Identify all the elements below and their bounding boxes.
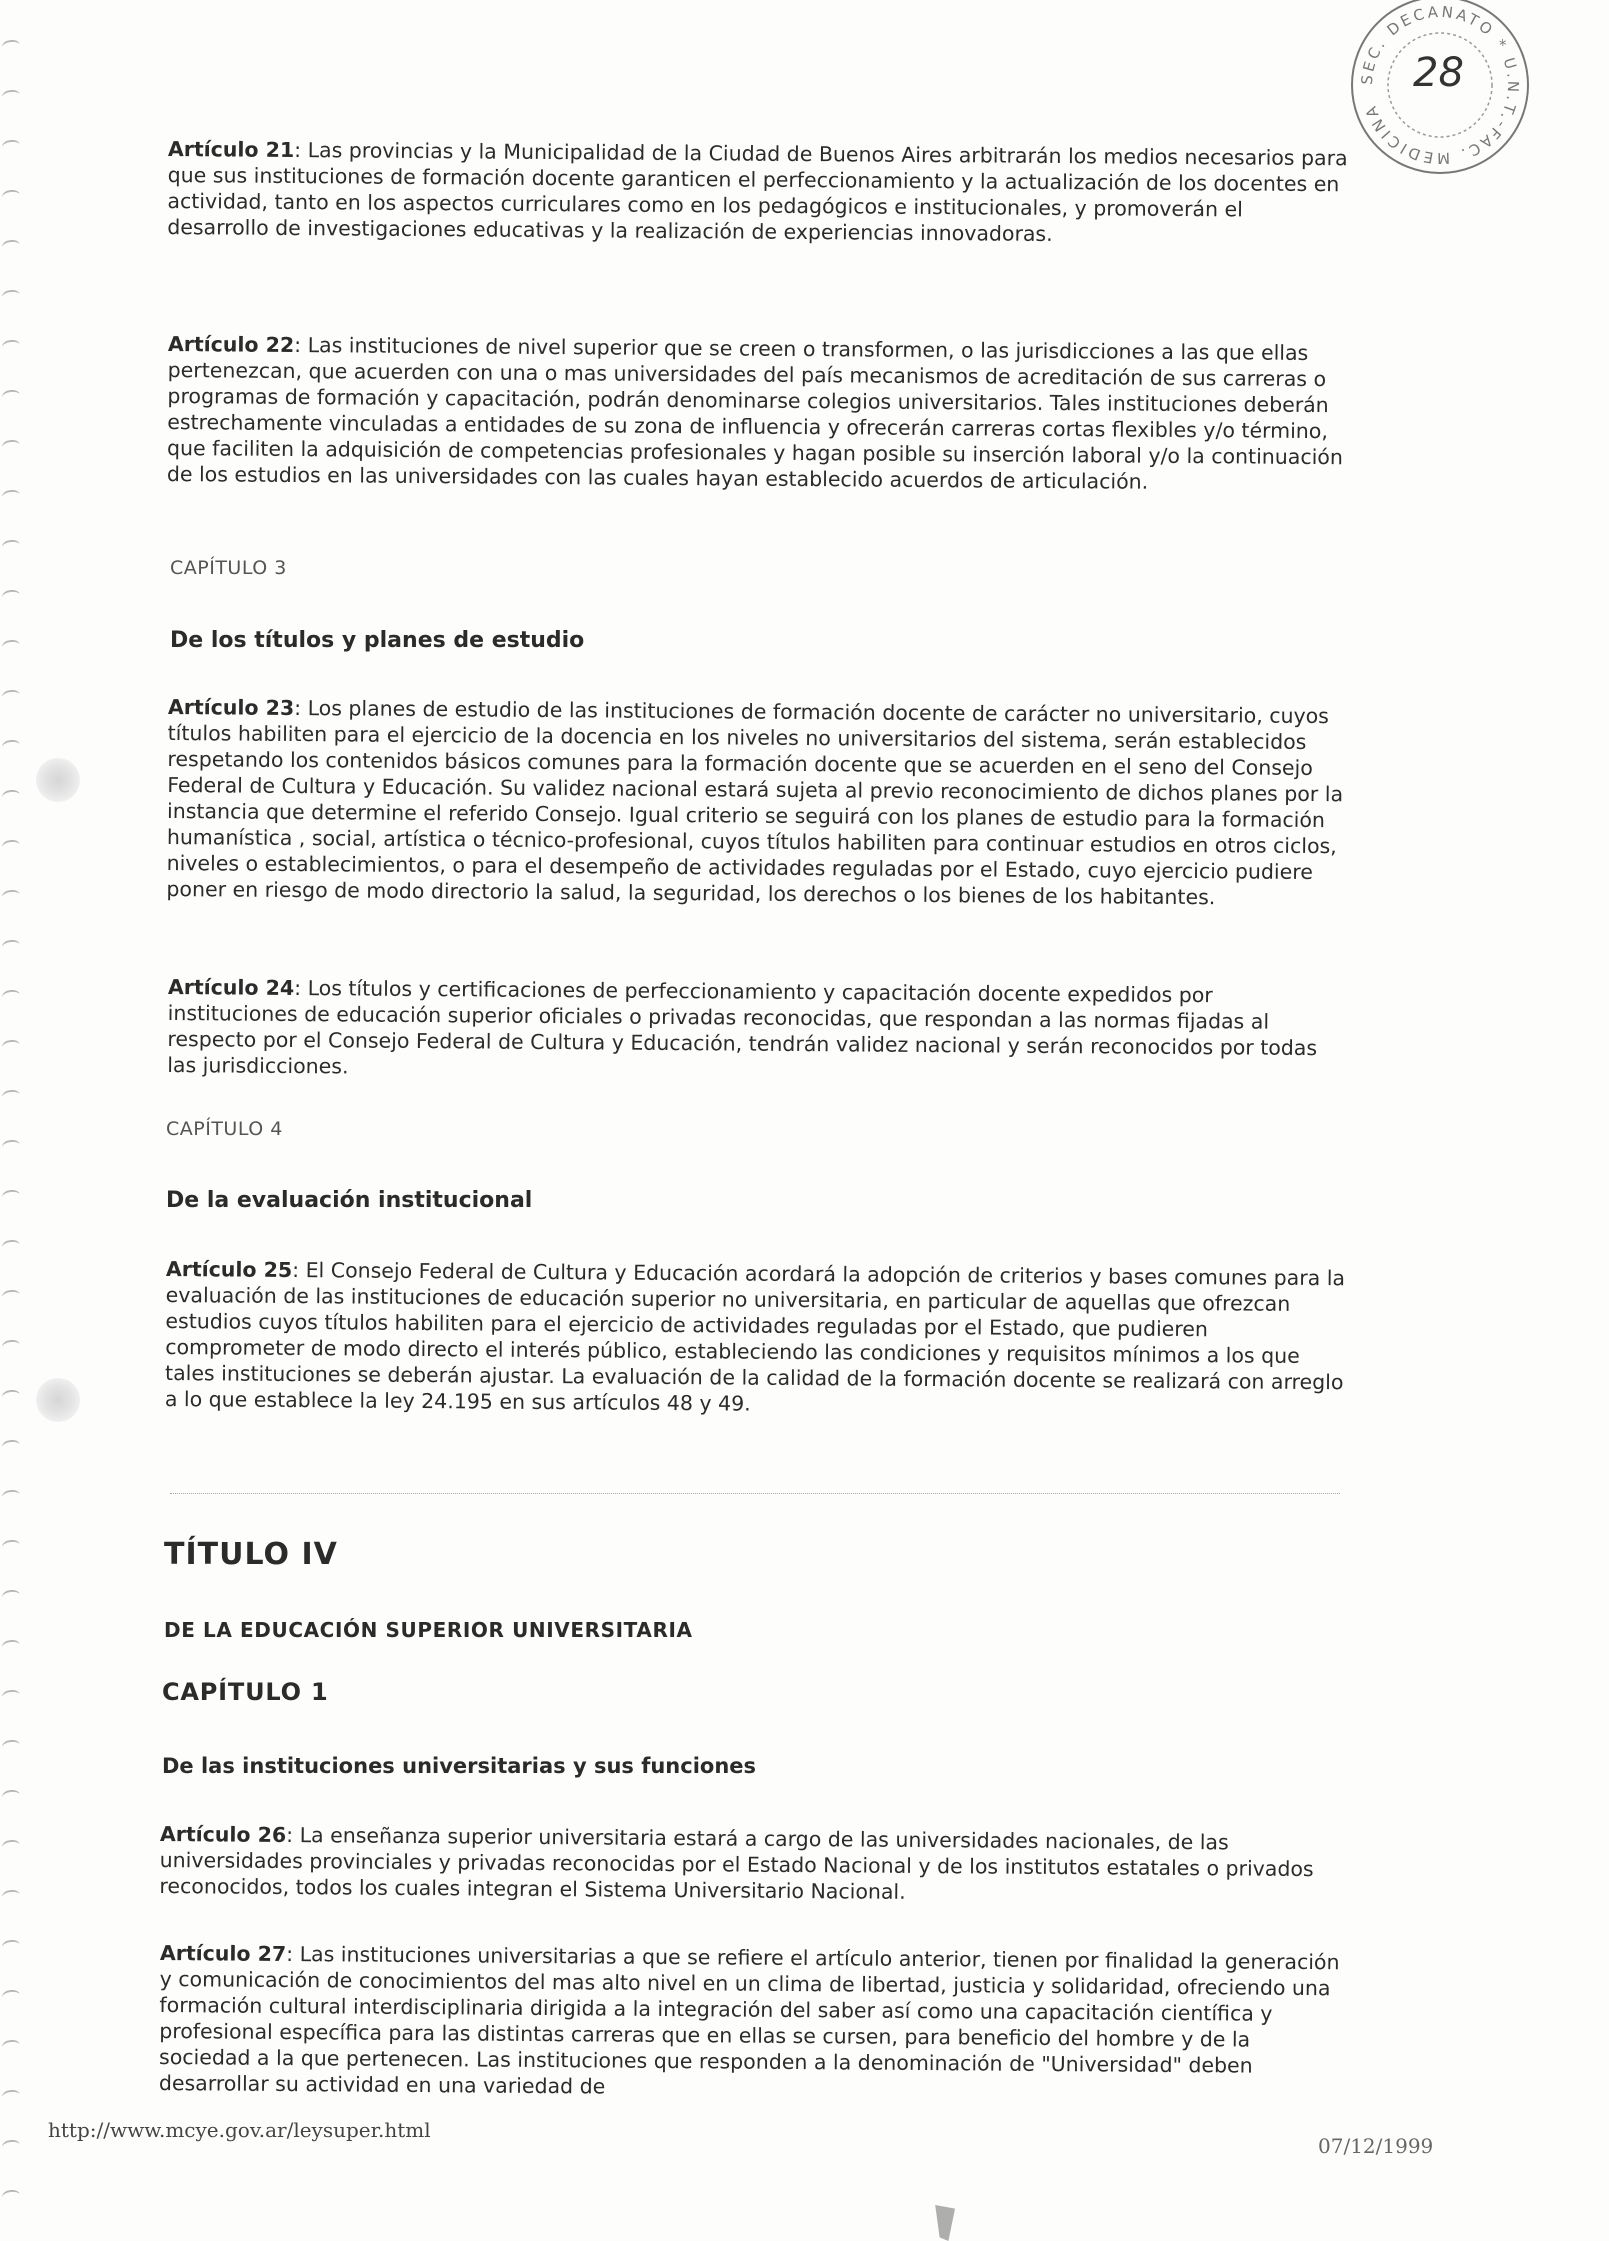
- chapter-1-label: CAPÍTULO 1: [162, 1678, 329, 1706]
- binder-edge-mark: [1, 2139, 20, 2153]
- article-label: Artículo 21: [167, 136, 295, 162]
- article-text: : Las provincias y la Municipalidad de la Ciudad de Buenos Aires arbitrarán los medios necesarios para que sus instituciones de formación docente garanticen el perfeccionamiento y la actualización de los docentes en actividad, tanto en los aspectos curriculares como en los pedagógicos e institucionales, y promoverán el desarrollo de investigaciones educativas y la realización de experiencias innovadoras.: [167, 137, 1348, 246]
- binder-edge-mark: [1, 289, 20, 303]
- binder-edge-mark: [1, 239, 20, 253]
- binder-edge-mark: [1, 389, 20, 403]
- binder-edge-mark: [1, 889, 20, 903]
- binder-edge-marks: [0, 0, 26, 2241]
- article-label: Artículo 23: [167, 694, 295, 720]
- article-21: [167, 136, 1348, 249]
- stamp-page-number: 28: [1413, 50, 1464, 96]
- article-label: Artículo 26: [159, 1822, 287, 1847]
- article-text: : La enseñanza superior universitaria estará a cargo de las universidades nacionales, de las universidades provinciales y privadas reconocidas por el Estado Nacional y de los institutos estatales o privados reconocidos, todos los cuales integran el Sistema Universitario Nacional.: [159, 1822, 1314, 1904]
- binder-edge-mark: [1, 1089, 20, 1103]
- article-27: [159, 1940, 1340, 2105]
- binder-edge-mark: [1, 1689, 20, 1703]
- article-label: Artículo 27: [159, 1941, 287, 1966]
- article-24: [167, 974, 1348, 1087]
- binder-edge-mark: [1, 1039, 20, 1053]
- article-25: [165, 1256, 1346, 1421]
- titulo-iv-heading: TÍTULO IV: [164, 1537, 338, 1572]
- chapter-3-title: De los títulos y planes de estudio: [170, 628, 585, 653]
- binder-edge-mark: [1, 2089, 20, 2103]
- binder-edge-mark: [1, 739, 20, 753]
- binder-edge-mark: [1, 39, 20, 53]
- binder-edge-mark: [1, 839, 20, 853]
- section-divider: [170, 1493, 1340, 1494]
- binder-edge-mark: [1, 1939, 20, 1953]
- binder-edge-mark: [1, 2039, 20, 2053]
- article-label: Artículo 22: [167, 331, 295, 357]
- article-text: : Los títulos y certificaciones de perfeccionamiento y capacitación docente expedidos por instituciones de educación superior oficiales o privadas reconocidas, que respondan a las normas fijadas al respecto por el Consejo Federal de Cultura y Educación, tendrán validez nacional y serán reconocidos por todas las jurisdicciones.: [167, 975, 1318, 1079]
- binder-edge-mark: [1, 1389, 20, 1403]
- binder-edge-mark: [1, 2189, 20, 2203]
- binder-edge-mark: [1, 189, 20, 203]
- binder-edge-mark: [1, 489, 20, 503]
- binder-edge-mark: [1, 139, 20, 153]
- binder-edge-mark: [1, 539, 20, 553]
- titulo-iv-subtitle: DE LA EDUCACIÓN SUPERIOR UNIVERSITARIA: [164, 1618, 693, 1642]
- footer-date: 07/12/1999: [1318, 2134, 1434, 2158]
- binder-edge-mark: [1, 789, 20, 803]
- stamp-ring-text: SEC. DECANATO * U.N.T.-FAC. MEDICINA: [1357, 2, 1523, 168]
- article-26: [159, 1821, 1340, 1908]
- article-label: Artículo 24: [167, 974, 295, 1000]
- article-text: : Las instituciones universitarias a que se refiere el artículo anterior, tienen por finalidad la generación y comunicación de conocimientos del mas alto nivel en un clima de libertad, justicia y solidaridad, ofreciendo una formación cultural interdisciplinaria dirigida a la integración del saber así como una capacitación científica y profesional específica para las distintas carreras que en ellas se cursen, para beneficio del hombre y de la sociedad a la que pertenecen. Las instituciones que responden a la denominación de "Universidad" deben desarrollar su actividad en una variedad de: [158, 1941, 1340, 2099]
- footer-url: http://www.mcye.gov.ar/leysuper.html: [48, 2118, 431, 2142]
- article-label: Artículo 25: [165, 1257, 293, 1282]
- chapter-1-title: De las instituciones universitarias y sus funciones: [162, 1754, 757, 1778]
- binder-edge-mark: [1, 1989, 20, 2003]
- binder-edge-mark: [1, 1439, 20, 1453]
- scan-smudge: [933, 2205, 955, 2241]
- binder-edge-mark: [1, 89, 20, 103]
- punch-hole-upper: [36, 758, 80, 802]
- binder-edge-mark: [1, 1189, 20, 1203]
- binder-edge-mark: [1, 989, 20, 1003]
- article-text: : Los planes de estudio de las instituciones de formación docente de carácter no universitario, cuyos títulos habiliten para el ejercicio de la docencia en los niveles no universitarios del sistema, serán establecidos respetando los contenidos básicos comunes para la formación docente que se acuerden en el seno del Consejo Federal de Cultura y Educación. Su validez nacional estará sujeta al previo reconocimiento de dichos planes por la instancia que determine el referido Consejo. Igual criterio se seguirá con los planes de estudio para la formación humanística , social, artística o técnico-profesional, cuyos títulos habiliten para continuar estudios en otros ciclos, niveles o establecimientos, o para el desempeño de actividades reguladas por el Estado, cuyo ejercicio pudiere poner en riesgo de modo directorio la salud, la seguridad, los derechos o los bienes de los habitantes.: [166, 695, 1344, 910]
- binder-edge-mark: [1, 1239, 20, 1253]
- binder-edge-mark: [1, 1139, 20, 1153]
- article-23: [166, 694, 1348, 911]
- chapter-3-label: CAPÍTULO 3: [170, 557, 287, 579]
- chapter-4-title: De la evaluación institucional: [166, 1188, 533, 1213]
- binder-edge-mark: [1, 1739, 20, 1753]
- binder-edge-mark: [1, 1789, 20, 1803]
- binder-edge-mark: [1, 939, 20, 953]
- binder-edge-mark: [1, 1489, 20, 1503]
- binder-edge-mark: [1, 1289, 20, 1303]
- binder-edge-mark: [1, 439, 20, 453]
- article-text: : El Consejo Federal de Cultura y Educación acordará la adopción de criterios y bases comunes para la evaluación de las instituciones de educación superior no universitaria, en particular de aquellas que ofrezcan estudios cuyos títulos habiliten para el ejercicio de actividades reguladas por el Estado, que pudieren comprometer de modo directo el interés público, estableciendo las condiciones y requisitos mínimos a los que tales instituciones se deberán ajustar. La evaluación de la calidad de la formación docente se realizará con arreglo a lo que establece la ley 24.195 en sus artículos 48 y 49.: [164, 1257, 1346, 1416]
- article-22: [167, 331, 1348, 496]
- binder-edge-mark: [1, 1889, 20, 1903]
- binder-edge-mark: [1, 1639, 20, 1653]
- binder-edge-mark: [1, 1539, 20, 1553]
- punch-hole-lower: [36, 1378, 80, 1422]
- binder-edge-mark: [1, 1339, 20, 1353]
- decanato-stamp: [1343, 0, 1538, 185]
- chapter-4-label: CAPÍTULO 4: [166, 1118, 283, 1140]
- binder-edge-mark: [1, 589, 20, 603]
- binder-edge-mark: [1, 1839, 20, 1853]
- article-text: : Las instituciones de nivel superior que se creen o transformen, o las jurisdicciones a las que ellas pertenezcan, que acuerden con una o mas universidades del país mecanismos de acreditación de sus carreras o programas de formación y capacitación, podrán denominarse colegios universitarios. Tales instituciones deberán estrechamente vinculadas a entidades de su zona de influencia y ofrecerán carreras cortas flexibles y/o término, que faciliten la adquisición de competencias profesionales y hagan posible su inserción laboral y/o la continuación de los estudios en las universidades con las cuales hayan establecido acuerdos de articulación.: [166, 332, 1343, 494]
- binder-edge-mark: [1, 339, 20, 353]
- binder-edge-mark: [1, 1589, 20, 1603]
- binder-edge-mark: [1, 639, 20, 653]
- binder-edge-mark: [1, 689, 20, 703]
